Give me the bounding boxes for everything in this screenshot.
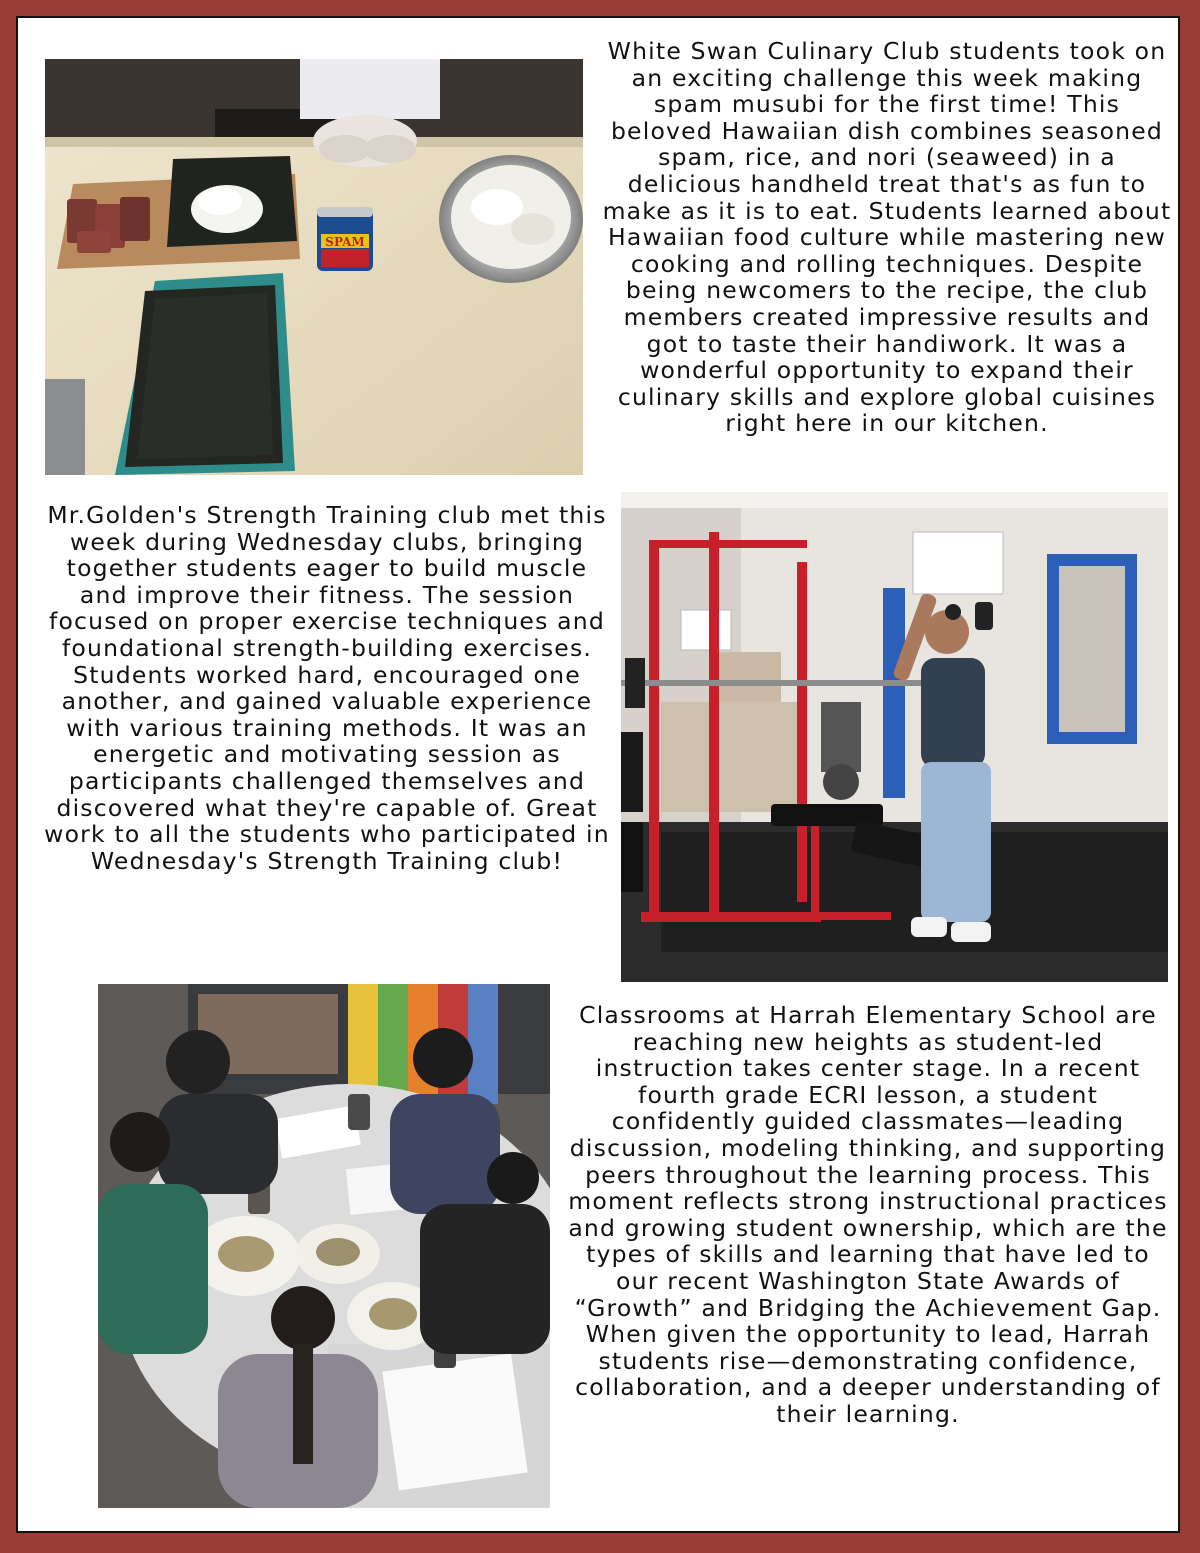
gym-photo-illustration [621,492,1168,982]
strength-training-article: Mr.Golden's Strength Training club met this week during Wednesday clubs, bringing together students eager to build muscle and improve their fitness. The session focused on proper exercise techniques and foundational strength-building exercises. Students worked hard, encouraged one another, and gained valuable experience with various training methods. It was an energetic and motivating session as participants challenged themselves and discovered what they're capable of. Great work to all the students who participated in Wednesday's Strength Training club! [44,501,610,875]
spam-can-label: SPAM [325,235,365,249]
culinary-photo-illustration [45,59,583,475]
harrah-classroom-photo [98,984,550,1508]
harrah-elementary-article: Classrooms at Harrah Elementary School are reaching new heights as student-led instruction takes center stage. In a recent fourth grade ECRI lesson, a student confidently guided classmates—leading discussion, modeling thinking, and supporting peers throughout the learning process. This moment reflects strong instructional practices and growing student ownership, which are the types of skills and learning that have led to our recent Washington State Awards of “Growth” and Bridging the Achievement Gap. When given the opportunity to lead, Harrah students rise—demonstrating confidence, collaboration, and a deeper understanding of their learning. [568,1001,1168,1428]
newsletter-page [16,16,1180,1533]
culinary-club-article: White Swan Culinary Club students took on an exciting challenge this week making spam musubi for the first time! This beloved Hawaiian dish combines seasoned spam, rice, and nori (seaweed) in a delicious handheld treat that's as fun to make as it is to eat. Students learned about Hawaiian food culture while mastering new cooking and rolling techniques. Despite being newcomers to the recipe, the club members created impressive results and got to taste their handiwork. It was a wonderful opportunity to expand their culinary skills and explore global cuisines right here in our kitchen. [602,37,1172,438]
classroom-photo-illustration [98,984,550,1508]
strength-training-photo [621,492,1168,982]
culinary-club-photo [45,59,583,475]
